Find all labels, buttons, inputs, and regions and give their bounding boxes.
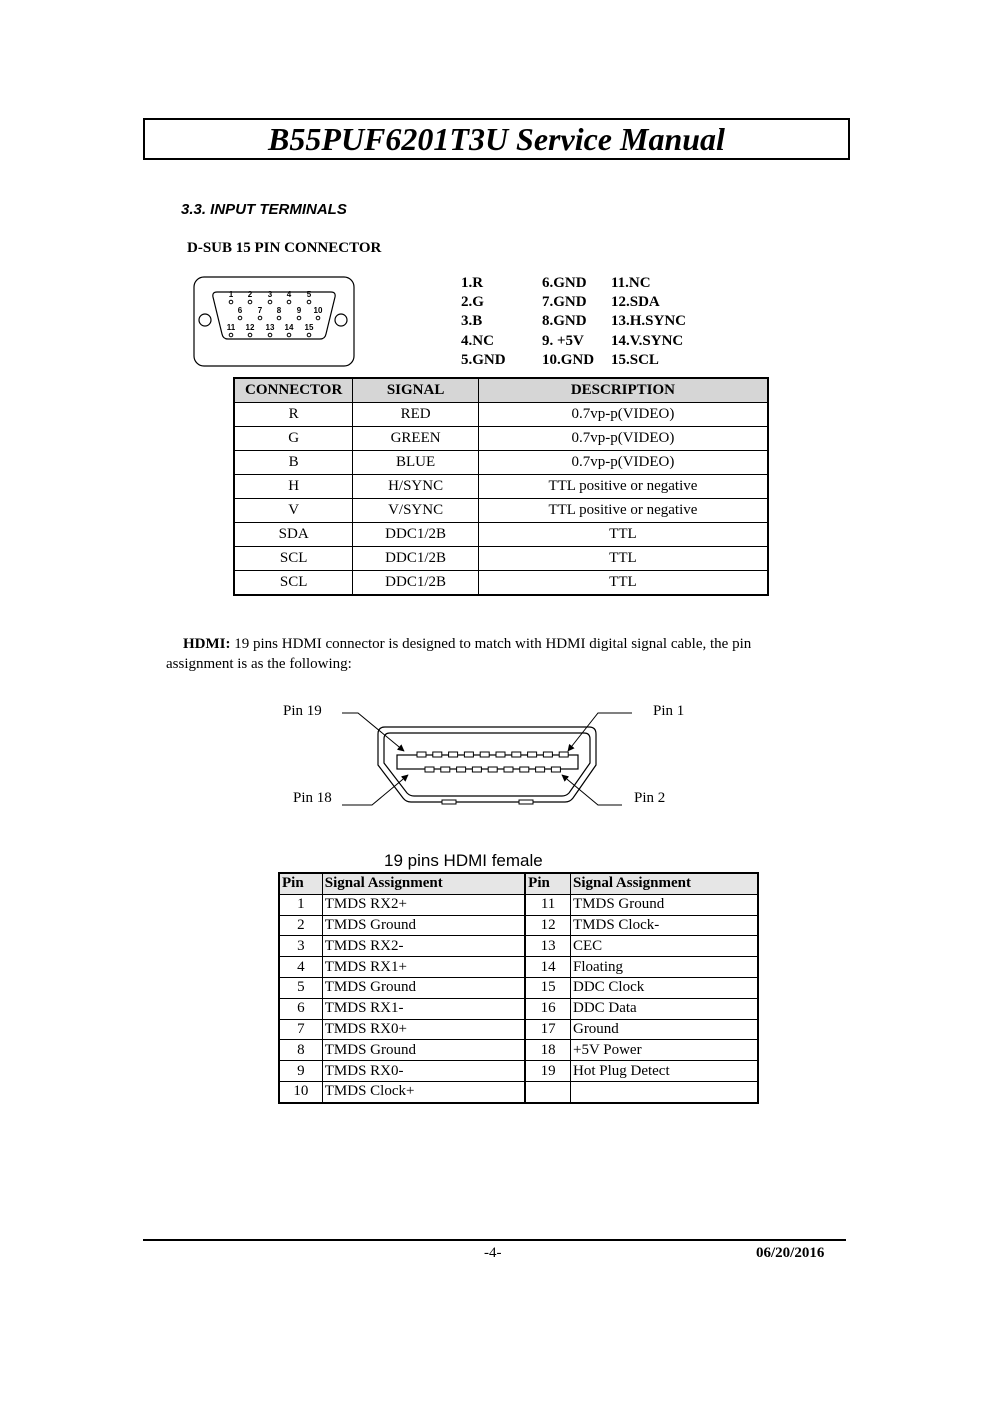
table-cell: TMDS RX1+ xyxy=(322,957,525,978)
section-heading: 3.3. INPUT TERMINALS xyxy=(181,201,347,218)
table-cell: DDC Clock xyxy=(570,977,758,998)
table-cell: 7 xyxy=(279,1019,322,1040)
table-cell xyxy=(570,1081,758,1102)
vga-signal-table xyxy=(233,377,769,596)
latch-slot-left xyxy=(442,800,456,804)
hdmi-intro-text-2: assignment is as the following: xyxy=(166,656,352,672)
hdmi-contact-top xyxy=(559,752,568,757)
pin-label: 13.H.SYNC xyxy=(611,313,687,330)
hdmi-contact-bottom xyxy=(441,767,450,772)
table-cell: 9 xyxy=(279,1061,322,1082)
pin-label: 12.SDA xyxy=(611,294,660,311)
hdmi-contact-bottom xyxy=(504,767,513,772)
connector-pin-number: 14 xyxy=(284,323,294,332)
dsub-connector-diagram xyxy=(193,276,355,368)
table-cell: DDC1/2B xyxy=(353,523,479,547)
table-cell: R xyxy=(234,403,353,427)
pin-label: 1.R xyxy=(461,275,484,291)
hdmi-contact-top xyxy=(449,752,458,757)
table-cell: Floating xyxy=(570,957,758,978)
mount-hole-right xyxy=(335,314,347,326)
pin18-label: Pin 18 xyxy=(293,790,332,806)
table-cell: RED xyxy=(353,403,479,427)
column-header: Pin xyxy=(525,873,570,894)
table-cell: H xyxy=(234,475,353,499)
table-cell: V/SYNC xyxy=(353,499,479,523)
pin-label: 3.B xyxy=(461,313,483,330)
table-row xyxy=(234,547,768,571)
table-cell: TMDS Clock- xyxy=(570,915,758,936)
table-cell: DDC1/2B xyxy=(353,547,479,571)
hdmi-contact-bottom xyxy=(457,767,466,772)
table-cell: 11 xyxy=(525,894,570,915)
connector-pin-number: 6 xyxy=(237,306,243,315)
column-header: Pin xyxy=(279,873,322,894)
connector-pin-number: 3 xyxy=(267,290,273,299)
pin-label: 5.GND xyxy=(461,351,506,368)
hdmi-intro xyxy=(166,634,826,674)
connector-pin-dot xyxy=(277,316,281,320)
table-cell: 4 xyxy=(279,957,322,978)
table-row xyxy=(279,936,758,957)
hdmi-intro-text: 19 pins HDMI connector is designed to match with HDMI digital signal cable, the pin xyxy=(230,636,752,652)
column-header: SIGNAL xyxy=(353,378,479,403)
connector-pin-dot xyxy=(248,300,252,304)
table-cell: 1 xyxy=(279,894,322,915)
connector-pin-dot xyxy=(297,316,301,320)
table-cell: TMDS Ground xyxy=(570,894,758,915)
table-cell: V xyxy=(234,499,353,523)
table-row xyxy=(279,1019,758,1040)
table-cell: 3 xyxy=(279,936,322,957)
hdmi-contact-bottom xyxy=(536,767,545,772)
table-row xyxy=(279,1081,758,1102)
hdmi-contact-top xyxy=(512,752,521,757)
table-cell: 0.7vp-p(VIDEO) xyxy=(478,451,768,475)
connector-pin-dot xyxy=(287,300,291,304)
table-cell: TMDS Ground xyxy=(322,1040,525,1061)
connector-pin-dot xyxy=(307,333,311,337)
hdmi-outer-shell xyxy=(378,727,596,802)
table-cell: G xyxy=(234,427,353,451)
pin2-label: Pin 2 xyxy=(634,790,666,806)
table-cell: 10 xyxy=(279,1081,322,1102)
table-cell: DDC1/2B xyxy=(353,571,479,596)
hdmi-contact-bottom xyxy=(488,767,497,772)
hdmi-pin-table xyxy=(278,872,759,1104)
table-cell: TTL positive or negative xyxy=(478,475,768,499)
hdmi-contact-top xyxy=(543,752,552,757)
hdmi-contact-bottom xyxy=(472,767,481,772)
dsub-heading: D-SUB 15 PIN CONNECTOR xyxy=(187,240,382,256)
table-cell: B xyxy=(234,451,353,475)
connector-pin-number: 5 xyxy=(306,290,312,299)
table-header-row xyxy=(279,873,758,894)
table-cell: 17 xyxy=(525,1019,570,1040)
pin-label: 11.NC xyxy=(611,275,651,291)
latch-slot-right xyxy=(519,800,533,804)
table-cell: 14 xyxy=(525,957,570,978)
connector-pin-number: 4 xyxy=(286,290,292,299)
pin-label: 15.SCL xyxy=(611,351,659,368)
pin-label: 6.GND xyxy=(542,275,587,291)
hdmi-contact-top xyxy=(464,752,473,757)
pin-list-col-3 xyxy=(611,274,686,370)
table-cell: TTL xyxy=(478,523,768,547)
hdmi-contact-top xyxy=(417,752,426,757)
table-cell: 16 xyxy=(525,998,570,1019)
table-row xyxy=(234,451,768,475)
pin-list-col-2 xyxy=(542,274,594,370)
page-number: -4- xyxy=(484,1245,502,1261)
table-row xyxy=(279,998,758,1019)
table-cell: 6 xyxy=(279,998,322,1019)
page-title: B55PUF6201T3U Service Manual xyxy=(268,120,725,157)
hdmi-contact-top xyxy=(496,752,505,757)
hdmi-contact-bottom xyxy=(520,767,529,772)
title-box xyxy=(143,118,850,160)
table-cell: Ground xyxy=(570,1019,758,1040)
connector-shell xyxy=(194,277,354,366)
table-cell: 8 xyxy=(279,1040,322,1061)
table-cell: GREEN xyxy=(353,427,479,451)
footer-date: 06/20/2016 xyxy=(756,1245,825,1261)
table-cell: 13 xyxy=(525,936,570,957)
table-row xyxy=(279,894,758,915)
table-cell: SDA xyxy=(234,523,353,547)
table-cell: 12 xyxy=(525,915,570,936)
table-cell: TTL xyxy=(478,571,768,596)
pin19-leader xyxy=(342,713,404,751)
table-cell: TMDS RX2+ xyxy=(322,894,525,915)
pin-label: 8.GND xyxy=(542,313,587,330)
pin-label: 2.G xyxy=(461,294,484,311)
footer-rule xyxy=(143,1239,846,1241)
table-row xyxy=(234,427,768,451)
connector-pin-dot xyxy=(248,333,252,337)
hdmi-caption: 19 pins HDMI female xyxy=(384,851,543,870)
pin19-label: Pin 19 xyxy=(283,703,322,719)
table-row xyxy=(279,1040,758,1061)
hdmi-contact-bottom xyxy=(551,767,560,772)
table-cell: H/SYNC xyxy=(353,475,479,499)
table-row xyxy=(234,403,768,427)
table-cell: 18 xyxy=(525,1040,570,1061)
table-row xyxy=(234,523,768,547)
hdmi-contact-top xyxy=(480,752,489,757)
connector-pin-number: 9 xyxy=(296,306,302,315)
connector-pin-dot xyxy=(268,300,272,304)
table-cell: TTL positive or negative xyxy=(478,499,768,523)
connector-pin-dot xyxy=(287,333,291,337)
table-header-row xyxy=(234,378,768,403)
pin18-leader xyxy=(342,775,408,805)
table-cell: TMDS RX0- xyxy=(322,1061,525,1082)
table-cell: 15 xyxy=(525,977,570,998)
hdmi-contact-top xyxy=(528,752,537,757)
table-cell: 0.7vp-p(VIDEO) xyxy=(478,403,768,427)
table-row xyxy=(279,977,758,998)
table-cell: TMDS Ground xyxy=(322,915,525,936)
pin-label: 4.NC xyxy=(461,332,494,349)
table-cell: BLUE xyxy=(353,451,479,475)
table-cell: TMDS Clock+ xyxy=(322,1081,525,1102)
table-row xyxy=(234,571,768,596)
table-row xyxy=(279,957,758,978)
connector-pin-dot xyxy=(229,300,233,304)
connector-pin-dot xyxy=(307,300,311,304)
hdmi-contact-bottom xyxy=(425,767,434,772)
column-header: Signal Assignment xyxy=(322,873,525,894)
table-cell: 5 xyxy=(279,977,322,998)
connector-pin-number: 7 xyxy=(257,306,263,315)
pin1-label: Pin 1 xyxy=(653,703,685,719)
connector-pin-dot xyxy=(229,333,233,337)
connector-pin-dot xyxy=(238,316,242,320)
column-header: Signal Assignment xyxy=(570,873,758,894)
column-header: DESCRIPTION xyxy=(478,378,768,403)
table-cell: CEC xyxy=(570,936,758,957)
table-cell: +5V Power xyxy=(570,1040,758,1061)
connector-pin-number: 15 xyxy=(304,323,314,332)
pin-list-col-1 xyxy=(461,274,506,370)
table-cell: SCL xyxy=(234,547,353,571)
table-cell: Hot Plug Detect xyxy=(570,1061,758,1082)
pin-label: 10.GND xyxy=(542,351,595,368)
table-cell: TMDS RX0+ xyxy=(322,1019,525,1040)
hdmi-connector-diagram xyxy=(340,705,636,815)
pin-label: 7.GND xyxy=(542,294,587,311)
pin-label: 14.V.SYNC xyxy=(611,332,684,349)
table-row xyxy=(234,475,768,499)
connector-pin-dot xyxy=(268,333,272,337)
connector-pin-number: 1 xyxy=(228,290,234,299)
pin1-leader xyxy=(568,713,632,751)
table-cell: 2 xyxy=(279,915,322,936)
connector-pin-number: 13 xyxy=(265,323,275,332)
column-header: CONNECTOR xyxy=(234,378,353,403)
table-cell: TMDS Ground xyxy=(322,977,525,998)
connector-pin-number: 12 xyxy=(245,323,255,332)
pin-label: 9. +5V xyxy=(542,332,584,349)
hdmi-label: HDMI: xyxy=(183,636,231,652)
table-row xyxy=(279,1061,758,1082)
table-cell: SCL xyxy=(234,571,353,596)
table-cell: DDC Data xyxy=(570,998,758,1019)
connector-pin-dot xyxy=(316,316,320,320)
table-cell: 19 xyxy=(525,1061,570,1082)
connector-pin-dot xyxy=(258,316,262,320)
table-cell: TTL xyxy=(478,547,768,571)
table-cell: 0.7vp-p(VIDEO) xyxy=(478,427,768,451)
connector-pin-number: 10 xyxy=(313,306,323,315)
hdmi-contact-top xyxy=(433,752,442,757)
table-cell xyxy=(525,1081,570,1102)
connector-pin-number: 2 xyxy=(247,290,253,299)
table-cell: TMDS RX1- xyxy=(322,998,525,1019)
table-cell: TMDS RX2- xyxy=(322,936,525,957)
table-row xyxy=(234,499,768,523)
connector-pin-number: 8 xyxy=(276,306,282,315)
mount-hole-left xyxy=(199,314,211,326)
connector-pin-number: 11 xyxy=(226,323,236,332)
hdmi-inner-shell xyxy=(384,733,590,796)
table-row xyxy=(279,915,758,936)
